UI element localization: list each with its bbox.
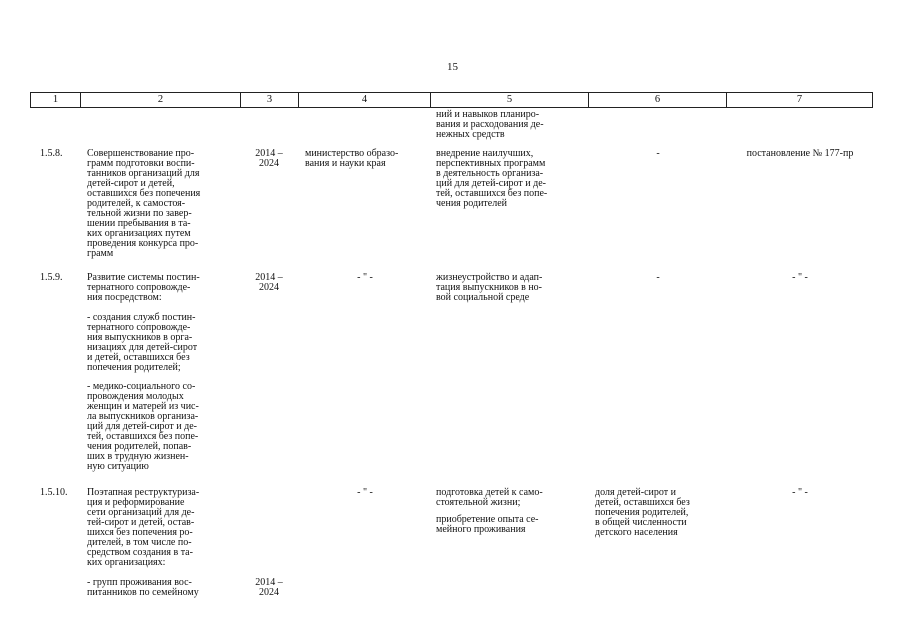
header-col-1: 1	[31, 93, 81, 108]
header-col-5: 5	[431, 93, 589, 108]
row-1-5-10-executor: - " -	[357, 487, 373, 498]
row-1-5-10-indicator: доля детей-сирот и детей, оставшихся без попечения родителей, в общей численности детского населения	[595, 487, 690, 538]
row-1-5-9-subitem-services: - создания служб постин- тернатного сопровожде- ния выпускников в орга- низациях для детей-сирот и детей, оставшихся без попечения родителей;	[87, 312, 198, 373]
row-1-5-10-activity: Поэтапная реструктуриза- ция и реформирование сети организаций для де- тей-сирот и детей, остав- шихся без попечения ро- дителей, в том числе по- средством создания в та- ких организациях:	[87, 487, 200, 568]
row-1-5-9-executor: - " -	[357, 272, 373, 283]
header-col-6: 6	[589, 93, 727, 108]
row-1-5-8-basis: постановление № 177-пр	[746, 148, 854, 159]
row-1-5-10-subitem-period: 2014 – 2024	[255, 577, 283, 598]
row-1-5-9-subitem-medical: - медико-социального со- провождения молодых женщин и матерей из чис- ла выпускников организа- ций для детей-сирот и де- тей, оставшихся без попе- чения родителей, попав- ших в трудную жизнен- ную ситуацию	[87, 381, 199, 472]
row-1-5-8-period: 2014 – 2024	[255, 148, 283, 169]
page-number: 15	[447, 61, 458, 73]
row-1-5-10-basis: - " -	[792, 487, 808, 498]
header-col-4: 4	[299, 93, 431, 108]
header-row	[31, 93, 873, 108]
header-col-3: 3	[241, 93, 299, 108]
row-1-5-9-activity: Развитие системы постин- тернатного сопровожде- ния посредством:	[87, 272, 200, 303]
continued-result-text: ний и навыков планиро- вания и расходования де- нежных средств	[436, 109, 544, 140]
row-1-5-8-indicator: -	[656, 148, 660, 159]
column-number-header	[30, 92, 873, 108]
row-1-5-9-period: 2014 – 2024	[255, 272, 283, 293]
row-1-5-8-number: 1.5.8.	[40, 148, 63, 159]
row-1-5-10-result-family-experience: приобретение опыта се- мейного проживания	[436, 514, 539, 535]
row-1-5-8-activity: Совершенствование про- грамм подготовки воспи- танников организаций для детей-сирот и детей, оставшихся без попечения родителей, к самостоя- тельной жизни по завер- шении пребывания в та- ких организациях путем проведения конкурса про- грамм	[87, 148, 201, 259]
row-1-5-10-subitem-groups: - групп проживания вос- питанников по семейному	[87, 577, 199, 598]
row-1-5-8-executor: министерство образо- вания и науки края	[305, 148, 399, 169]
row-1-5-10-result-independent-life: подготовка детей к само- стоятельной жизни;	[436, 487, 543, 508]
row-1-5-10-number: 1.5.10.	[40, 487, 68, 498]
row-1-5-9-result: жизнеустройство и адап- тация выпускников в но- вой социальной среде	[436, 272, 543, 303]
row-1-5-9-indicator: -	[656, 272, 660, 283]
row-1-5-9-number: 1.5.9.	[40, 272, 63, 283]
row-1-5-8-result: внедрение наилучших, перспективных программ в деятельность организа- ций для детей-сирот и де- тей, оставшихся без попе- чения родителей	[436, 148, 548, 209]
header-col-7: 7	[727, 93, 873, 108]
header-col-2: 2	[81, 93, 241, 108]
row-1-5-9-basis: - " -	[792, 272, 808, 283]
